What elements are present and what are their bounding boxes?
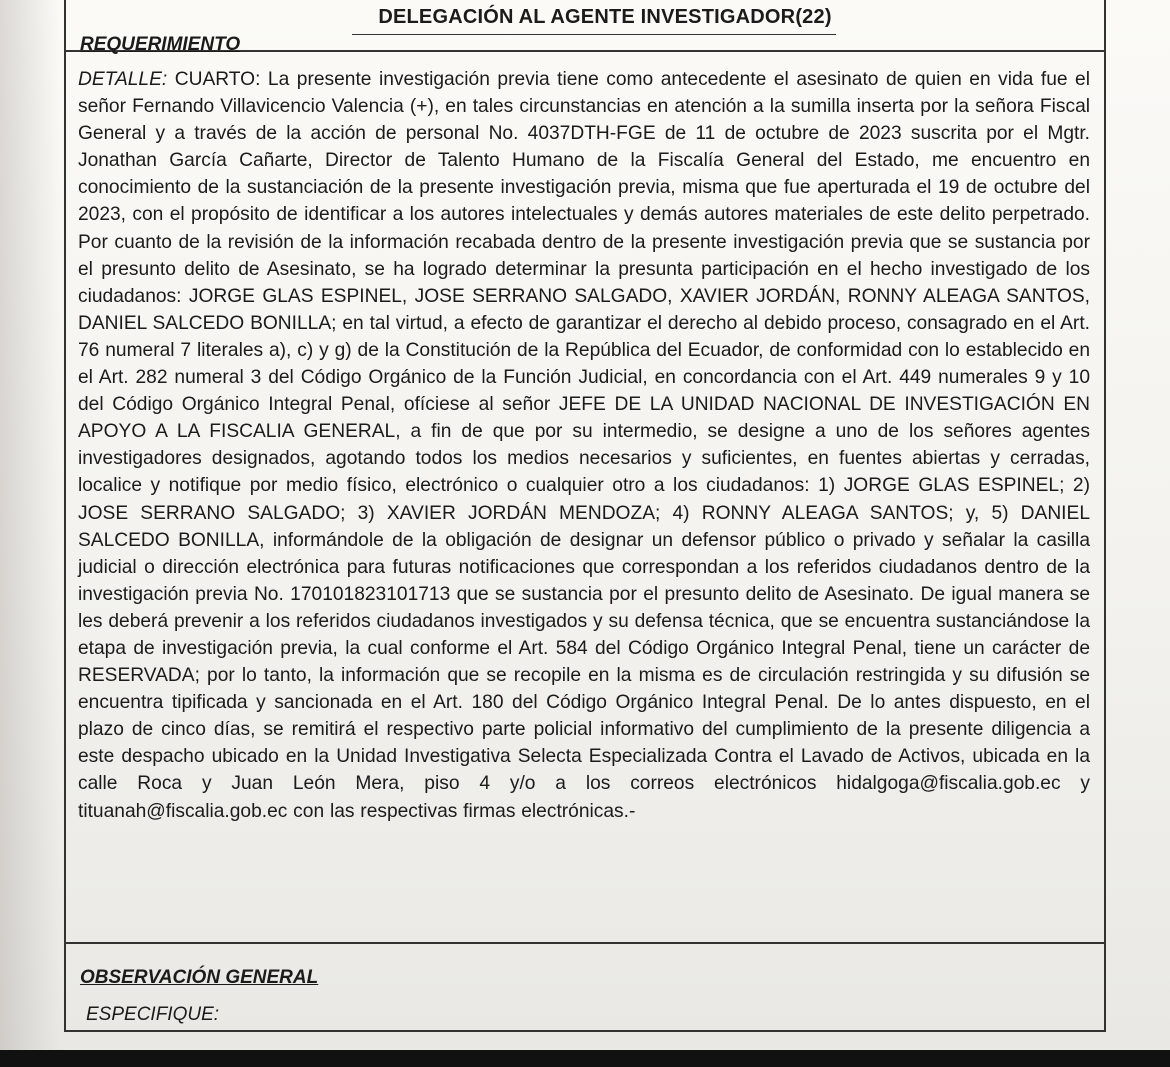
detail-label: DETALLE: — [78, 69, 168, 90]
section-divider — [66, 942, 1104, 944]
detail-text: CUARTO: La presente investigación previa tiene como antecedente el asesinato de quien en vida fue el señor Fernando Villavicencio Valencia (+), en tales circunstancias en atención a la sumilla inserta por la señora Fiscal General y a través de la acción de personal No. 4037DTH-FGE de 11 de octubre de 2023 suscrita por el Mgtr. Jonathan García Cañarte, Director de Talento Humano de la Fiscalía General del Estado, me encuentro en conocimiento de la sustanciación de la presente investigación previa, misma que fue aperturada el 19 de octubre del 2023, con el propósito de identificar a los autores intelectuales y demás autores materiales de este delito perpetrado. Por cuanto de la revisión de la información recabada dentro de la presente investigación previa que se sustancia por el presunto delito de Asesinato, se ha logrado determinar la presunta participación en el hecho investigado de los ciudadanos: JORGE GLAS ESPINEL, JOSE SERRANO SALGADO, XAVIER JORDÁN, RONNY ALEAGA SANTOS, DANIEL SALCEDO BONILLA; en tal virtud, a efecto de garantizar el derecho al debido proceso, consagrado en el Art. 76 numeral 7 literales a), c) y g) de la Constitución de la República del Ecuador, de conformidad con lo establecido en el Art. 282 numeral 3 del Código Orgánico de la Función Judicial, en concordancia con el Art. 449 numerales 9 y 10 del Código Orgánico Integral Penal, ofíciese al señor JEFE DE LA UNIDAD NACIONAL DE INVESTIGACIÓN EN APOYO A LA FISCALIA GENERAL, a fin de que por su intermedio, se designe a uno de los señores agentes investigadores designados, agotando todos los medios necesarios y suficientes, en fuentes abiertas y cerradas, localice y notifique por medio físico, electrónico o cualquier otro a los ciudadanos: 1) JORGE GLAS ESPINEL; 2) JOSE SERRANO SALGADO; 3) XAVIER JORDÁN MENDOZA; 4) RONNY ALEAGA SANTOS; y, 5) DANIEL SALCEDO BONILLA, informándole de la obligación de designar un defensor público o privado y señalar la casilla judicial o dirección electrónica para futuras notificaciones que correspondan a los referidos ciudadanos dentro de la investigación previa No. 170101823101713 que se sustancia por el presunto delito de Asesinato. De igual manera se les deberá prevenir a los referidos ciudadanos investigados y su defensa técnica, que se encuentra sustanciándose la etapa de investigación previa, la cual conforme el Art. 584 del Código Orgánico Integral Penal, tiene un carácter de RESERVADA; por lo tanto, la información que se recopile en la misma es de circulación restringida y su difusión se encuentra tipificada y sancionada en el Art. 180 del Código Orgánico Integral Penal. De lo antes dispuesto, en el plazo de cinco días, se remitirá el respectivo parte policial informativo del cumplimiento de la presente diligencia a este despacho ubicado en la Unidad Investigativa Selecta Especializada Contra el Lavado de Activos, ubicada en la calle Roca y Juan León Mera, piso 4 y/o a los correos electrónicos hidalgoga@fiscalia.gob.ec y tituanah@fiscalia.gob.ec con las respectivas firmas electrónicas.- — [78, 69, 1090, 822]
page-shadow — [0, 0, 60, 1050]
title-underline — [352, 34, 836, 35]
delegation-form — [64, 0, 1106, 1032]
document-title: DELEGACIÓN AL AGENTE INVESTIGADOR(22) — [378, 6, 832, 28]
specify-label: ESPECIFIQUE: — [86, 1004, 220, 1025]
detail-paragraph — [78, 66, 1090, 825]
bottom-dark-edge — [0, 1050, 1170, 1067]
observation-heading: OBSERVACIÓN GENERAL — [80, 967, 319, 988]
requirement-heading: REQUERIMIENTO — [80, 34, 241, 55]
